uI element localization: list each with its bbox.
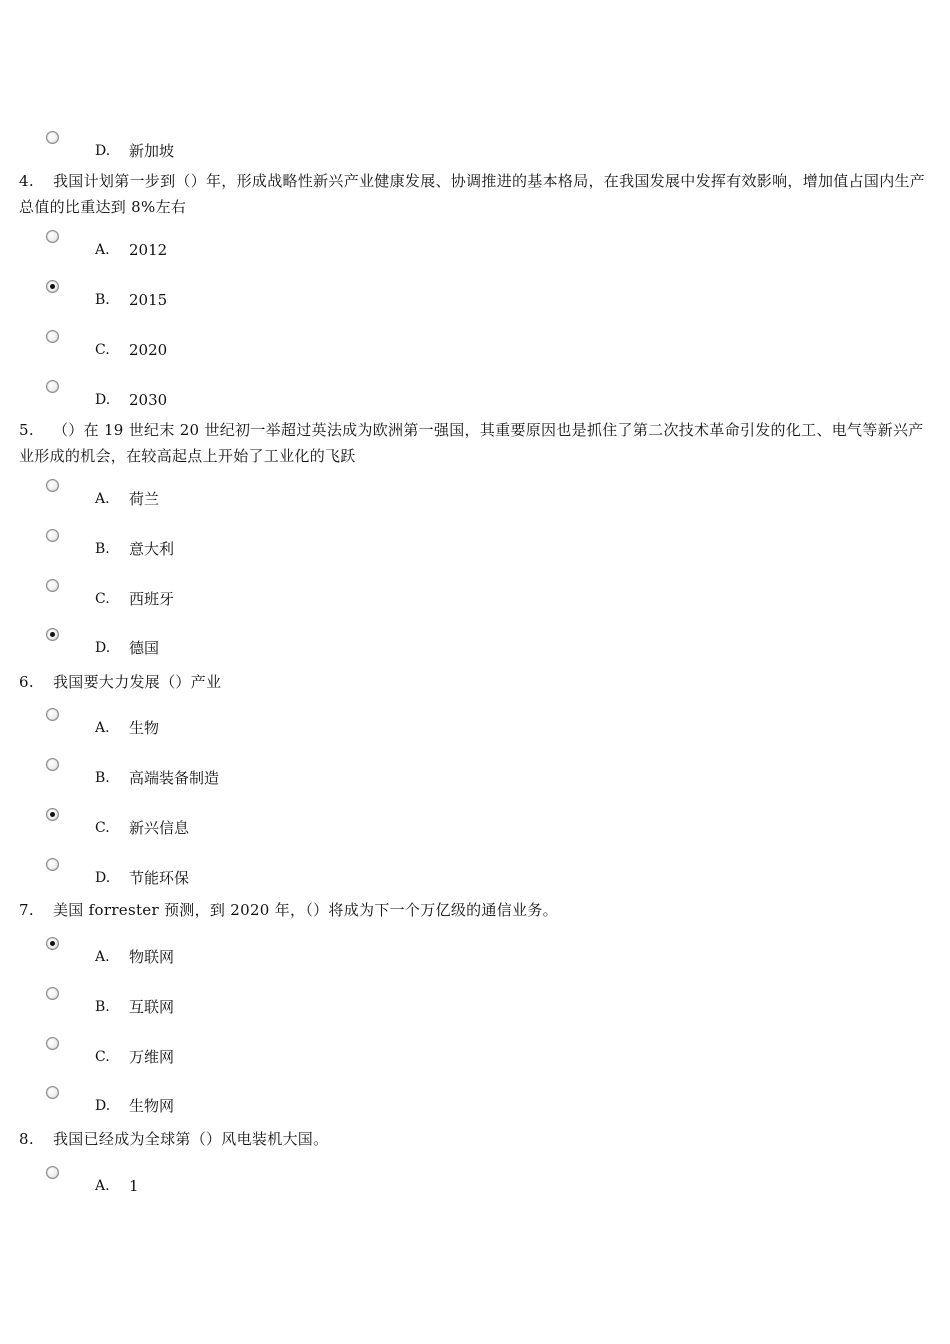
radio-button[interactable] (46, 628, 59, 641)
option-text: 1 (129, 1177, 139, 1195)
question-number: 5. (19, 421, 34, 439)
option-q7-a[interactable] (46, 937, 446, 967)
option-q7-b[interactable] (46, 987, 446, 1017)
option-text: 新兴信息 (129, 819, 190, 837)
radio-button[interactable] (46, 1166, 59, 1179)
option-q6-a[interactable] (46, 708, 446, 738)
option-q6-c[interactable] (46, 808, 446, 838)
question-7 (19, 897, 931, 923)
question-number: 4. (19, 172, 34, 190)
question-8 (19, 1126, 931, 1152)
option-q4-b[interactable] (46, 280, 446, 310)
radio-button[interactable] (46, 987, 59, 1000)
option-q4-c[interactable] (46, 330, 446, 360)
option-letter: A. (95, 720, 110, 736)
option-letter: B. (95, 541, 110, 557)
question-number: 7. (19, 901, 34, 919)
radio-button[interactable] (46, 230, 59, 243)
option-text: 2015 (129, 291, 168, 309)
radio-button[interactable] (46, 708, 59, 721)
option-q7-d[interactable] (46, 1086, 446, 1116)
radio-button[interactable] (46, 937, 59, 950)
option-text: 生物 (129, 719, 160, 737)
option-text: 西班牙 (129, 590, 175, 608)
question-text: 美国 forrester 预测，到 2020 年，（）将成为下一个万亿级的通信业务。 (53, 901, 558, 919)
question-number: 8. (19, 1130, 34, 1148)
option-q6-b[interactable] (46, 758, 446, 788)
question-4 (19, 168, 931, 220)
radio-button[interactable] (46, 808, 59, 821)
radio-button[interactable] (46, 1037, 59, 1050)
option-letter: C. (95, 591, 110, 607)
option-text: 德国 (129, 639, 160, 657)
question-number: 6. (19, 673, 34, 691)
option-text: 互联网 (129, 998, 175, 1016)
radio-button[interactable] (46, 380, 59, 393)
option-text: 2030 (129, 391, 168, 409)
option-letter: B. (95, 292, 110, 308)
option-q4-d[interactable] (46, 380, 446, 410)
question-5 (19, 417, 931, 469)
option-text: 2020 (129, 341, 168, 359)
radio-button[interactable] (46, 330, 59, 343)
option-letter: C. (95, 342, 110, 358)
option-letter: B. (95, 999, 110, 1015)
option-q4-a[interactable] (46, 230, 446, 260)
radio-button[interactable] (46, 579, 59, 592)
option-q6-d[interactable] (46, 858, 446, 888)
option-q5-a[interactable] (46, 479, 446, 509)
option-text: 生物网 (129, 1097, 175, 1115)
option-letter: C. (95, 1049, 110, 1065)
question-text: 我国计划第一步到（）年，形成战略性新兴产业健康发展、协调推进的基本格局，在我国发展中发挥有效影响，增加值占国内生产总值的比重达到 8%左右 (19, 172, 926, 216)
option-letter: D. (95, 1098, 111, 1114)
question-text: 我国已经成为全球第（）风电装机大国。 (53, 1130, 329, 1148)
radio-button[interactable] (46, 758, 59, 771)
option-text: 2012 (129, 241, 168, 259)
option-q5-d[interactable] (46, 628, 446, 658)
question-6 (19, 669, 931, 695)
option-letter: C. (95, 820, 110, 836)
option-letter: D. (95, 640, 111, 656)
radio-button[interactable] (46, 529, 59, 542)
question-text: （）在 19 世纪末 20 世纪初一举超过英法成为欧洲第一强国，其重要原因也是抓住了第二次技术革命引发的化工、电气等新兴产业形成的机会，在较高起点上开始了工业化的飞跃 (19, 421, 924, 465)
option-text: 新加坡 (129, 142, 175, 160)
option-text: 荷兰 (129, 490, 160, 508)
option-q5-b[interactable] (46, 529, 446, 559)
option-text: 万维网 (129, 1048, 175, 1066)
option-letter: D. (95, 392, 111, 408)
radio-button[interactable] (46, 131, 59, 144)
option-letter: D. (95, 143, 111, 159)
radio-button[interactable] (46, 280, 59, 293)
option-text: 节能环保 (129, 869, 190, 887)
question-text: 我国要大力发展（）产业 (53, 673, 222, 691)
option-letter: A. (95, 242, 110, 258)
option-q7-c[interactable] (46, 1037, 446, 1067)
option-letter: B. (95, 770, 110, 786)
radio-button[interactable] (46, 858, 59, 871)
option-q5-c[interactable] (46, 579, 446, 609)
option-letter: D. (95, 870, 111, 886)
option-letter: A. (95, 1178, 110, 1194)
option-letter: A. (95, 949, 110, 965)
option-text: 高端装备制造 (129, 769, 220, 787)
option-q3-d[interactable] (46, 131, 446, 161)
option-text: 意大利 (129, 540, 175, 558)
option-letter: A. (95, 491, 110, 507)
radio-button[interactable] (46, 1086, 59, 1099)
option-q8-a[interactable] (46, 1166, 446, 1196)
radio-button[interactable] (46, 479, 59, 492)
option-text: 物联网 (129, 948, 175, 966)
